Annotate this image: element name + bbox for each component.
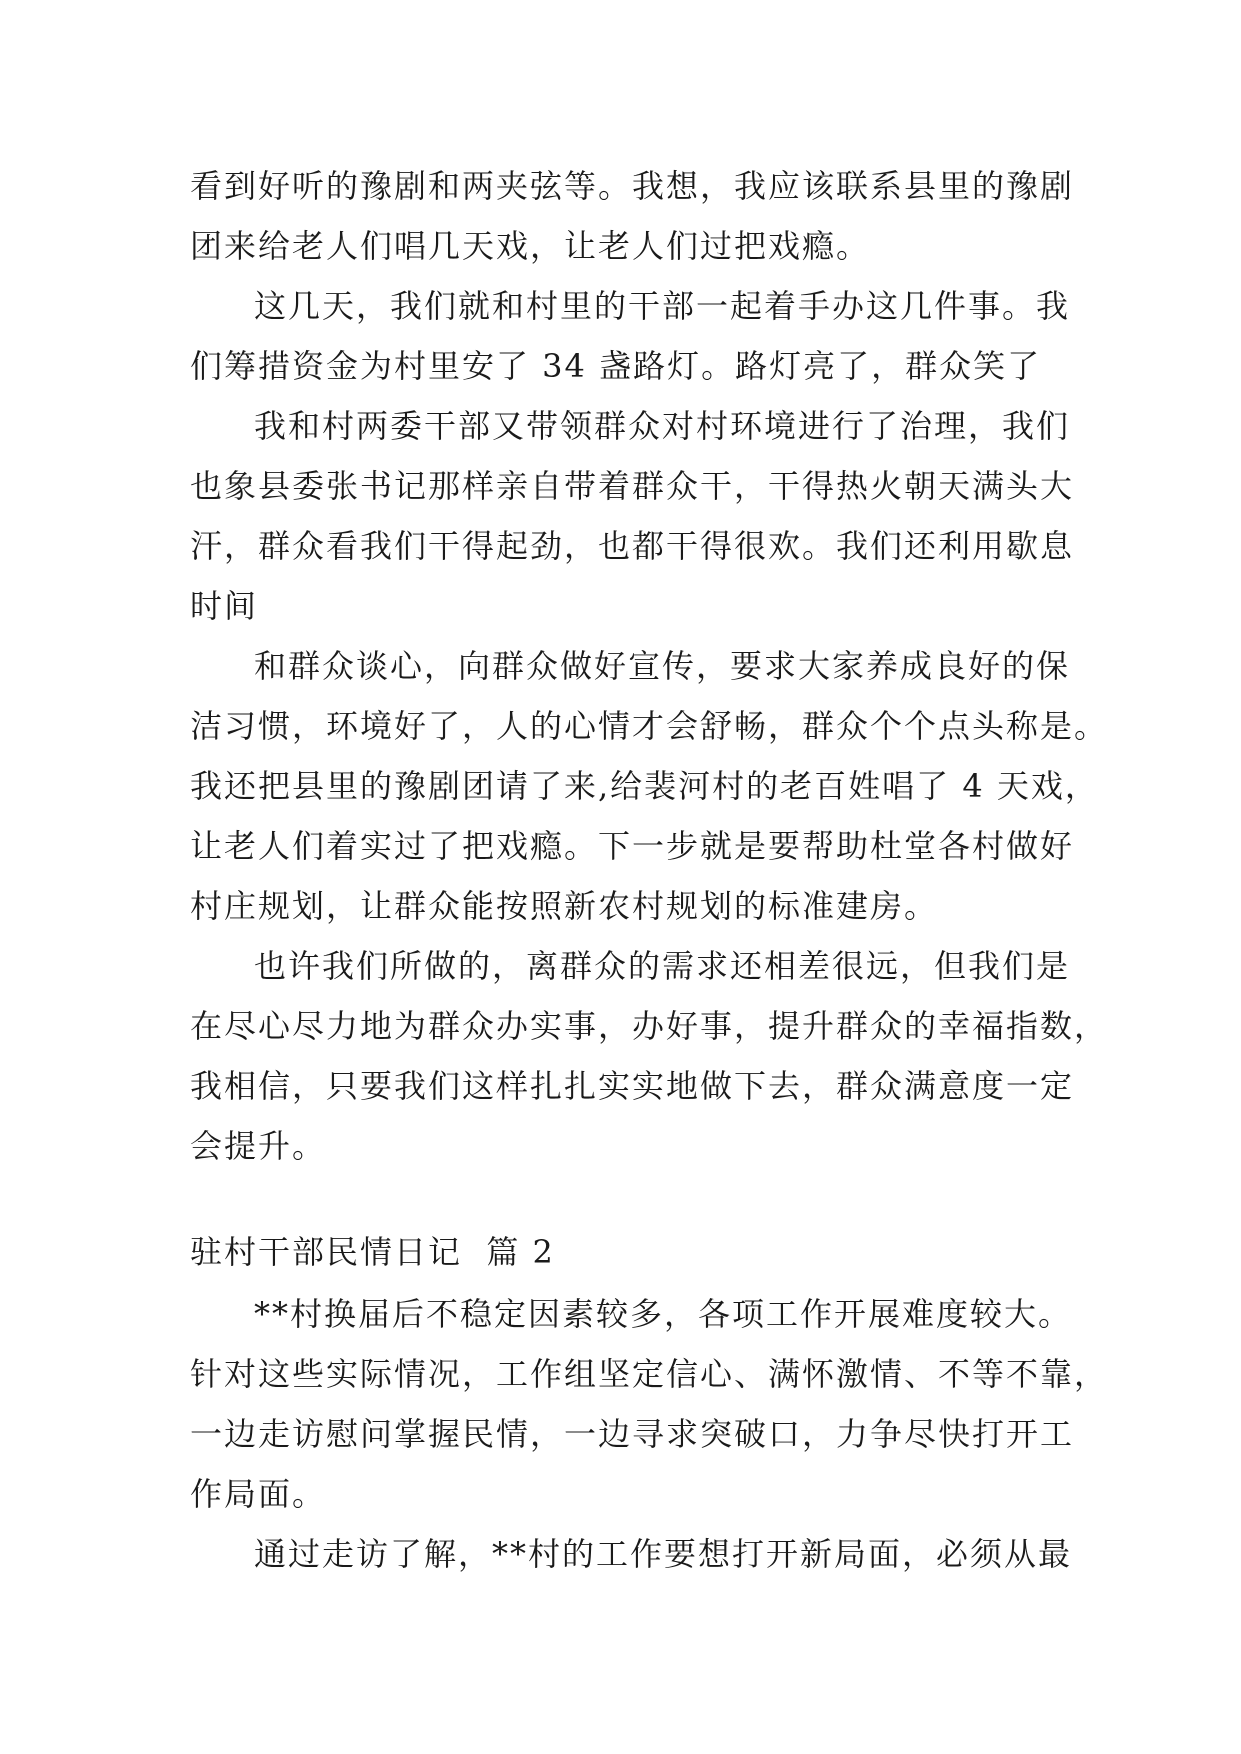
paragraph-line: 让老人们着实过了把戏瘾。下一步就是要帮助杜堂各村做好 bbox=[190, 827, 1075, 865]
paragraph-line: 洁习惯，环境好了，人的心情才会舒畅，群众个个点头称是。 bbox=[190, 707, 1109, 745]
paragraph-line: 时间 bbox=[190, 587, 259, 625]
paragraph-line: 通过走访了解，**村的工作要想打开新局面，必须从最 bbox=[254, 1535, 1073, 1573]
paragraph-line: 看到好听的豫剧和两夹弦等。我想，我应该联系县里的豫剧 bbox=[190, 167, 1075, 205]
paragraph-line: 作局面。 bbox=[190, 1475, 327, 1513]
paragraph-line: 我还把县里的豫剧团请了来,给裴河村的老百姓唱了 4 天戏， bbox=[190, 767, 1099, 805]
paragraph-line: 一边走访慰问掌握民情，一边寻求突破口，力争尽快打开工 bbox=[190, 1415, 1075, 1453]
paragraph-line: 我相信，只要我们这样扎扎实实地做下去，群众满意度一定 bbox=[190, 1067, 1075, 1105]
paragraph-line: 汗，群众看我们干得起劲，也都干得很欢。我们还利用歇息 bbox=[190, 527, 1075, 565]
paragraph-line: 会提升。 bbox=[190, 1127, 327, 1165]
paragraph-line: 我和村两委干部又带领群众对村环境进行了治理，我们 bbox=[254, 407, 1071, 445]
paragraph-line: 村庄规划，让群众能按照新农村规划的标准建房。 bbox=[190, 887, 939, 925]
paragraph-line: 也许我们所做的，离群众的需求还相差很远，但我们是 bbox=[254, 947, 1071, 985]
paragraph-line: 在尽心尽力地为群众办实事，办好事，提升群众的幸福指数， bbox=[190, 1007, 1109, 1045]
section-heading: 驻村干部民情日记 篇 2 bbox=[190, 1233, 555, 1271]
paragraph-line: 团来给老人们唱几天戏，让老人们过把戏瘾。 bbox=[190, 227, 871, 265]
paragraph-line: **村换届后不稳定因素较多，各项工作开展难度较大。 bbox=[254, 1295, 1073, 1333]
paragraph-line: 针对这些实际情况，工作组坚定信心、满怀激情、不等不靠， bbox=[190, 1355, 1109, 1393]
paragraph-line: 和群众谈心，向群众做好宣传，要求大家养成良好的保 bbox=[254, 647, 1071, 685]
paragraph-line: 也象县委张书记那样亲自带着群众干，干得热火朝天满头大 bbox=[190, 467, 1075, 505]
paragraph-line: 这几天，我们就和村里的干部一起着手办这几件事。我 bbox=[254, 287, 1071, 325]
paragraph-line: 们筹措资金为村里安了 34 盏路灯。路灯亮了，群众笑了 bbox=[190, 347, 1042, 385]
